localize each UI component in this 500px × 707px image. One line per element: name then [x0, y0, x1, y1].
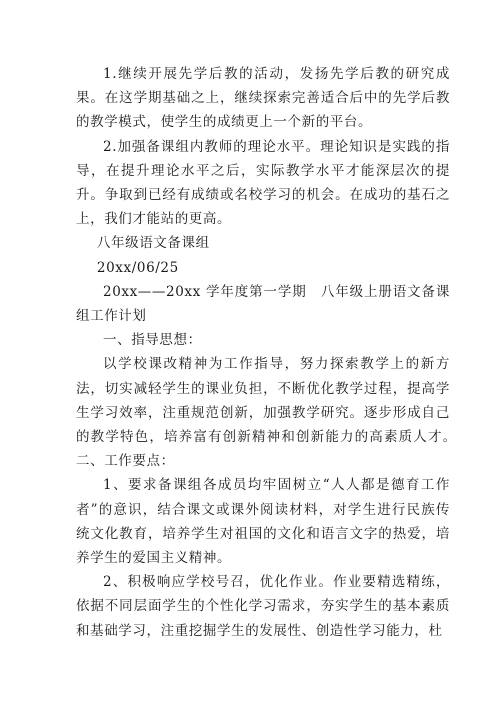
- section-title: 20xx——20xx 学年度第一学期 八年级上册语文备课组工作计划: [76, 283, 450, 325]
- signature-date: 20xx/06/25: [96, 259, 179, 276]
- paragraph-work-point-2: 2、积极响应学校号召，优化作业。作业要精选精练，依据不同层面学生的个性化学习需求，夯实学生的基本素质和基础学习，注重挖掘学生的发展性、创造性学习能力，杜: [76, 574, 450, 639]
- paragraph-guiding-thought: 以学校课改精神为工作指导，努力探索教学上的新方法，切实减轻学生的课业负担，不断优化教学过程，提高学生学习效率，注重规范创新，加强教学研究。逐步形成自己的教学特色，培养富有创新精神和创新能力的高素质人才。 二、工作要点：: [76, 356, 465, 470]
- heading-guiding-thought: 一、指导思想：: [103, 332, 202, 349]
- document-page: [76, 62, 465, 643]
- paragraph-goal-2: 2.加强备课组内教师的理论水平。理论知识是实践的指导，在提升理论水平之后，实际教学水平才能深层次的提升。争取到已经有成绩或名校学习的机会。在成功的基石之上，我们才能站的更高。: [76, 138, 450, 228]
- signature-group: 八年级语文备课组: [96, 235, 210, 252]
- paragraph-goal-1: 1.继续开展先学后教的活动，发扬先学后教的研究成果。在这学期基础之上，继续探索完善适合后中的先学后教的教学模式，使学生的成绩更上一个新的平台。: [76, 66, 450, 131]
- paragraph-work-point-1: 1、要求备课组各成员均牢固树立“人人都是德育工作者”的意识，结合课文或课外阅读材料，对学生进行民族传统文化教育，培养学生对祖国的文化和语言文字的热爱，培养学生的爱国主义精神。: [76, 477, 450, 567]
